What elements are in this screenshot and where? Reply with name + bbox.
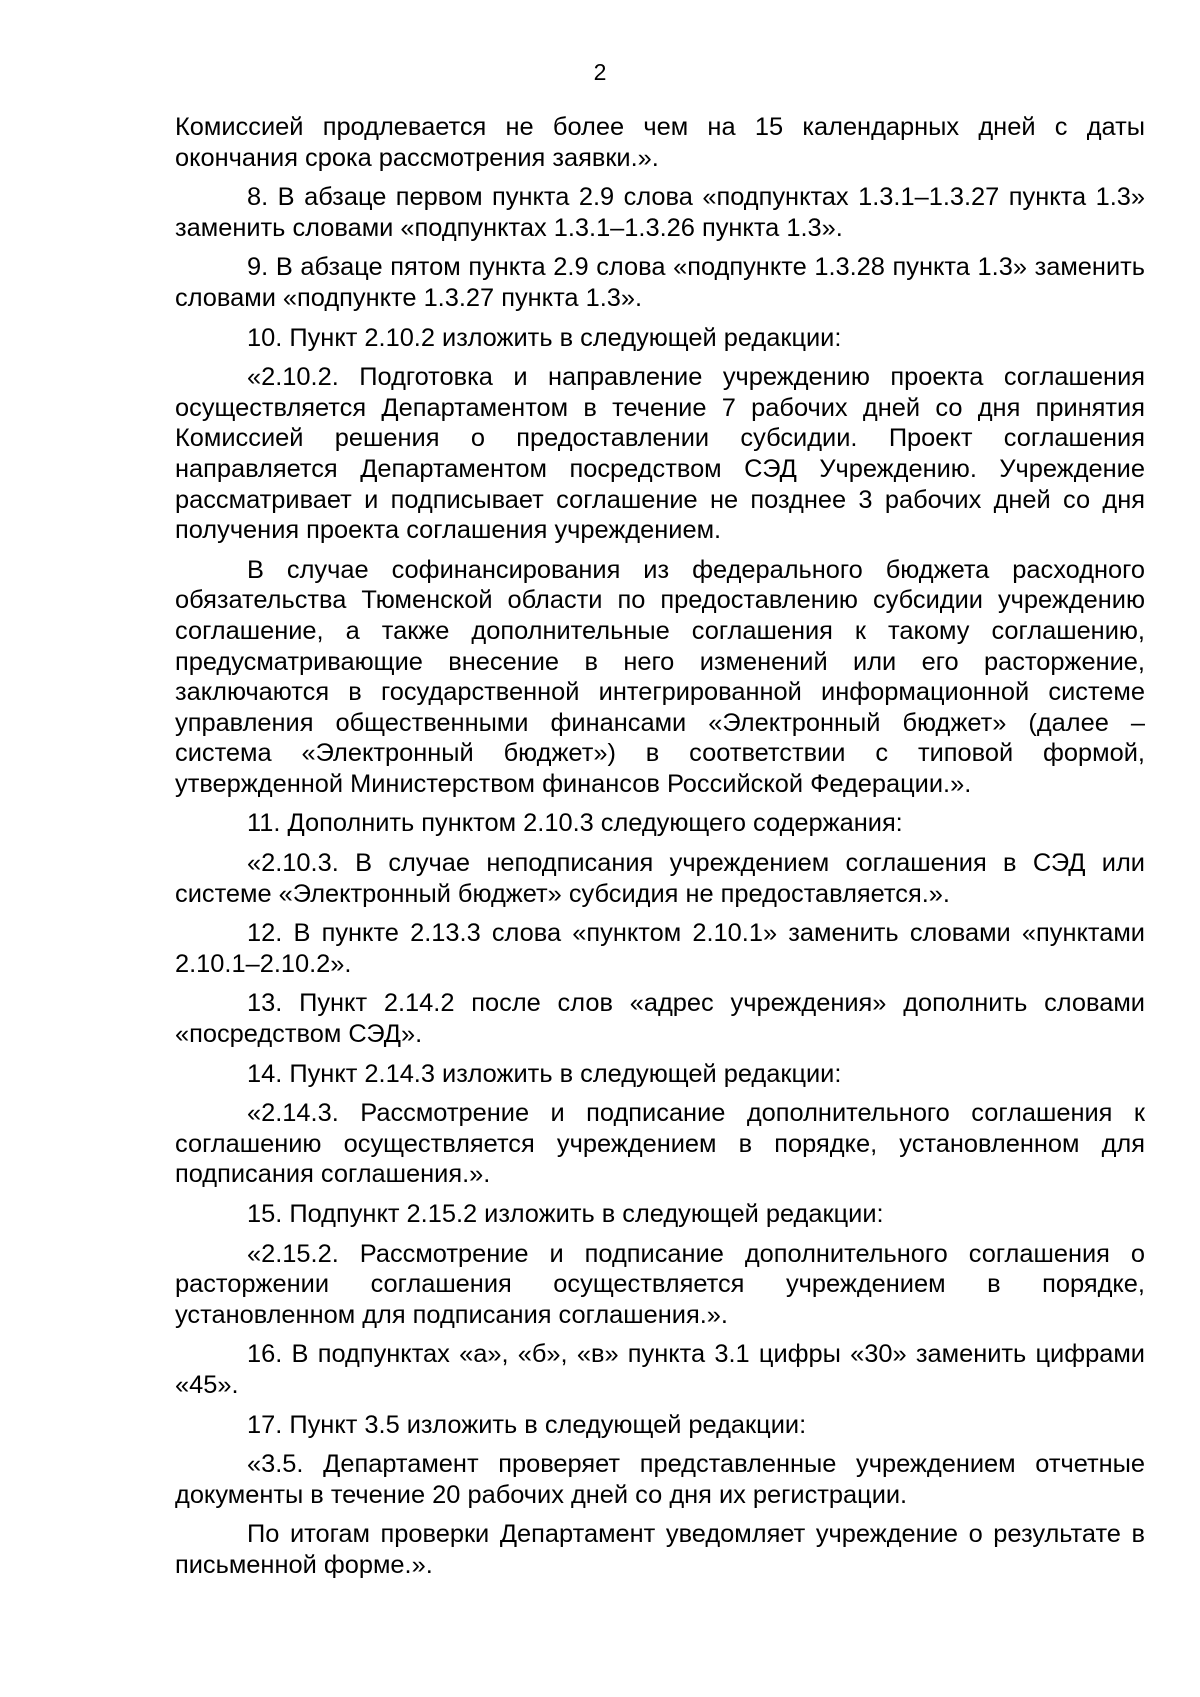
quoted-clause-3-5-continued: По итогам проверки Департамент уведомляет учреждение о результате в письменной форме.». [175, 1520, 1145, 1579]
paragraph-item-12: 12. В пункте 2.13.3 слова «пунктом 2.10.1» заменить словами «пунктами 2.10.1–2.10.2». [175, 919, 1145, 978]
quoted-clause-2-15-2: «2.15.2. Рассмотрение и подписание дополнительного соглашения о расторжении соглашения осуществляется учреждением в порядке, установленном для подписания соглашения.». [175, 1239, 1145, 1329]
paragraph-item-16: 16. В подпунктах «а», «б», «в» пункта 3.1 цифры «30» заменить цифрами «45». [175, 1340, 1145, 1399]
paragraph-item-17: 17. Пункт 3.5 изложить в следующей редакции: [247, 1410, 807, 1439]
paragraph-item-11: 11. Дополнить пунктом 2.10.3 следующего содержания: [247, 809, 903, 838]
document-body [175, 112, 1145, 1590]
paragraph-item-14: 14. Пункт 2.14.3 изложить в следующей редакции: [247, 1059, 842, 1088]
page-number: 2 [593, 59, 607, 85]
paragraph-item-13: 13. Пункт 2.14.2 после слов «адрес учреждения» дополнить словами «посредством СЭД». [175, 989, 1145, 1049]
quoted-clause-2-10-2: «2.10.2. Подготовка и направление учреждению проекта соглашения осуществляется Департаментом в течение 7 рабочих дней со дня принятия Комиссией решения о предоставлении субсидии. Проект соглашения направляется Департаментом посредством СЭД Учреждению. Учреждение рассматривает и подписывает соглашение не позднее 3 рабочих дней со дня получения проекта соглашения учреждением. [175, 363, 1145, 545]
paragraph-item-15: 15. Подпункт 2.15.2 изложить в следующей редакции: [247, 1200, 884, 1228]
quoted-clause-2-10-3: «2.10.3. В случае неподписания учреждением соглашения в СЭД или системе «Электронный бюджет» субсидия не предоставляется.». [175, 849, 1145, 908]
paragraph-item-9: 9. В абзаце пятом пункта 2.9 слова «подпункте 1.3.28 пункта 1.3» заменить словами «подпункте 1.3.27 пункта 1.3». [175, 253, 1145, 312]
quoted-clause-2-14-3: «2.14.3. Рассмотрение и подписание дополнительного соглашения к соглашению осуществляется учреждением в порядке, установленном для подписания соглашения.». [175, 1099, 1145, 1189]
paragraph-item-8: 8. В абзаце первом пункта 2.9 слова «подпунктах 1.3.1–1.3.27 пункта 1.3» заменить словами «подпунктах 1.3.1–1.3.26 пункта 1.3». [175, 183, 1145, 242]
quoted-clause-3-5: «3.5. Департамент проверяет представленные учреждением отчетные документы в течение 20 рабочих дней со дня их регистрации. [175, 1450, 1145, 1509]
paragraph-item-10: 10. Пункт 2.10.2 изложить в следующей редакции: [247, 323, 842, 352]
paragraph-continuation: Комиссией продлевается не более чем на 15 календарных дней с даты окончания срока рассмотрения заявки.». [175, 113, 1145, 172]
quoted-clause-2-10-2-continued: В случае софинансирования из федерального бюджета расходного обязательства Тюменской области по предоставлению субсидии учреждению соглашение, а также дополнительные соглашения к такому соглашению, предусматривающие внесение в него изменений или его расторжение, заключаются в государственной интегрированной информационной системе управления общественными финансами «Электронный бюджет» (далее – система «Электронный бюджет») в соответствии с типовой формой, утвержденной Министерством финансов Российской Федерации.». [175, 555, 1145, 798]
